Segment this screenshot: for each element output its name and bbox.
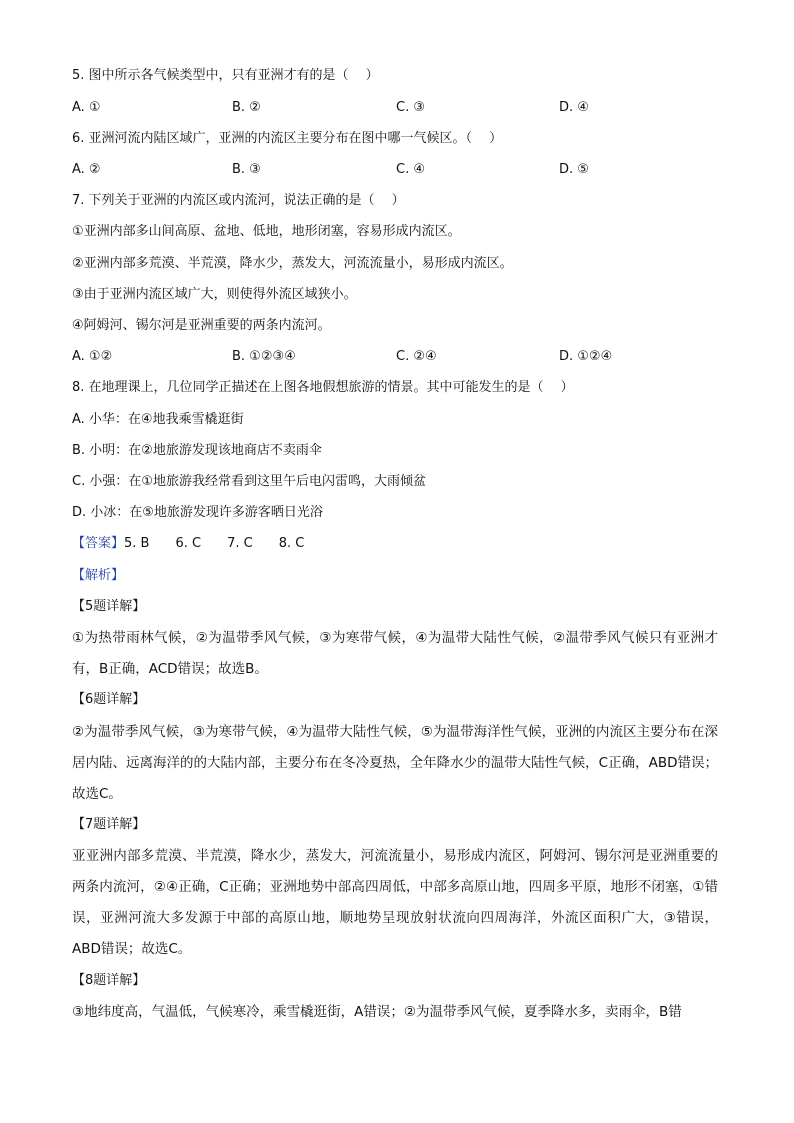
q7-statement-2: ②亚洲内部多荒漠、半荒漠，降水少，蒸发大，河流流量小，易形成内流区。 bbox=[72, 256, 513, 271]
q8-option-d: D. 小冰：在⑤地旅游发现许多游客晒日光浴 bbox=[72, 505, 323, 520]
q7-analysis-body: 亚亚洲内部多荒漠、半荒漠，降水少，蒸发大，河流流量小，易形成内流区，阿姆河、锡尔河是亚洲重要的两条内流河，②④正确，C正确；亚洲地势中部高四周低，中部多高原山地，四周多平原，地形不闭塞，①错误，亚洲河流大多发源于中部的高原山地，顺地势呈现放射状流向四周海洋，外流区面积广大，③错误，ABD错误；故选C。 bbox=[72, 848, 718, 957]
q6-option-a: A. ② bbox=[72, 162, 101, 177]
q7-option-d: D. ①②④ bbox=[559, 349, 613, 364]
q7-statement-1: ①亚洲内部多山间高原、盆地、低地，地形闭塞，容易形成内流区。 bbox=[72, 224, 461, 239]
q7-option-c: C. ②④ bbox=[396, 349, 437, 364]
q6-option-c: C. ④ bbox=[396, 162, 425, 177]
q5-option-d: D. ④ bbox=[559, 100, 589, 115]
q5-option-c: C. ③ bbox=[396, 100, 425, 115]
q8-option-a: A. 小华：在④地我乘雪橇逛街 bbox=[72, 412, 244, 427]
q6-option-b: B. ③ bbox=[232, 162, 261, 177]
q7-option-a: A. ①② bbox=[72, 349, 113, 364]
q6-analysis-body: ②为温带季风气候，③为寒带气候，④为温带大陆性气候，⑤为温带海洋性气候，亚洲的内流区主要分布在深居内陆、远离海洋的的大陆内部，主要分布在冬冷夏热，全年降水少的温带大陆性气候，C正确，ABD错误；故选C。 bbox=[72, 724, 718, 802]
q5-option-b: B. ② bbox=[232, 100, 261, 115]
q7-statement-4: ④阿姆河、锡尔河是亚洲重要的两条内流河。 bbox=[72, 318, 331, 333]
q5-stem: 5. 图中所示各气候类型中，只有亚洲才有的是（ ） bbox=[72, 68, 379, 83]
answer-text: 5. B 6. C 7. C 8. C bbox=[124, 536, 305, 551]
q5-analysis-body: ①为热带雨林气候，②为温带季风气候，③为寒带气候，④为温带大陆性气候，②温带季风气候只有亚洲才有，B正确，ACD错误；故选B。 bbox=[72, 630, 718, 677]
q6-option-d: D. ⑤ bbox=[559, 162, 589, 177]
q7-analysis-header: 【7题详解】 bbox=[72, 817, 146, 832]
q6-analysis-header: 【6题详解】 bbox=[72, 692, 146, 707]
analysis-label: 【解析】 bbox=[72, 568, 125, 583]
q7-option-b: B. ①②③④ bbox=[232, 349, 296, 364]
answer-label: 【答案】 bbox=[72, 536, 125, 551]
q8-option-c: C. 小强：在①地旅游我经常看到这里午后电闪雷鸣，大雨倾盆 bbox=[72, 474, 426, 489]
q8-stem: 8. 在地理课上，几位同学正描述在上图各地假想旅游的情景。其中可能发生的是（ ） bbox=[72, 380, 574, 395]
q5-analysis-header: 【5题详解】 bbox=[72, 599, 146, 614]
q8-option-b: B. 小明：在②地旅游发现该地商店不卖雨伞 bbox=[72, 443, 322, 458]
q7-stem: 7. 下列关于亚洲的内流区或内流河，说法正确的是（ ） bbox=[72, 193, 405, 208]
q7-statement-3: ③由于亚洲内流区域广大，则使得外流区域狭小。 bbox=[72, 287, 357, 302]
q8-analysis-header: 【8题详解】 bbox=[72, 973, 146, 988]
answer-line bbox=[72, 535, 304, 553]
q8-analysis-body: ③地纬度高，气温低，气候寒冷，乘雪橇逛街，A错误；②为温带季风气候，夏季降水多，卖雨伞，B错 bbox=[72, 1004, 682, 1020]
q6-stem: 6. 亚洲河流内陆区域广，亚洲的内流区主要分布在图中哪一气候区。（ ） bbox=[72, 131, 503, 146]
q5-option-a: A. ① bbox=[72, 100, 101, 115]
